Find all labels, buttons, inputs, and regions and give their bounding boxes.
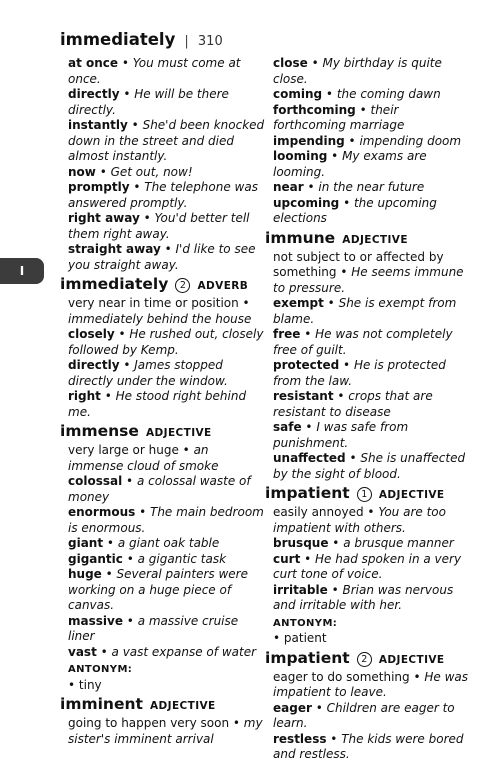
entry-headword: immune — [265, 228, 336, 247]
synonym-item: impending • impending doom — [273, 133, 462, 148]
synonym-example: The main bedroom is enormous. — [68, 505, 264, 535]
synonym-word: promptly — [68, 180, 130, 194]
dictionary-entry — [60, 421, 265, 693]
header-headword: immediately — [60, 30, 176, 49]
synonym-example: James stopped directly under the window. — [68, 358, 228, 388]
synonym-word: massive — [68, 613, 123, 628]
synonym-word: irritable — [273, 582, 328, 597]
synonym-word: directly — [68, 87, 120, 101]
synonym-word: enormous — [68, 505, 136, 519]
sense-number: 2 — [175, 278, 190, 293]
synonym-example: Get out, now! — [110, 164, 193, 179]
synonym-word: right away — [68, 211, 140, 225]
synonym-item: unaffected • She is unaffected by the sight of blood. — [273, 451, 466, 481]
entry-headword: impatient — [265, 648, 350, 667]
synonym-item: looming • My exams are looming. — [273, 149, 427, 179]
definition-text: not subject to or affected by something — [273, 249, 444, 279]
synonym-item: upcoming • the upcoming elections — [273, 195, 437, 225]
definition-example: He seems immune to pressure. — [273, 265, 464, 295]
synonym-example: Children are eager to learn. — [273, 700, 455, 730]
synonym-item: free • He was not completely free of guilt. — [273, 327, 453, 357]
synonym-example: a giant oak table — [117, 536, 220, 550]
synonym-word: upcoming — [273, 195, 340, 210]
entry-body — [60, 443, 265, 693]
part-of-speech: ADJECTIVE — [150, 700, 216, 712]
synonym-example: He stood right behind me. — [68, 389, 247, 419]
entry-body — [265, 505, 475, 647]
synonym-item: closely • He rushed out, closely followed by Kemp. — [68, 327, 264, 357]
synonym-item: restless • The kids were bored and restless. — [273, 731, 464, 761]
dictionary-entry — [60, 274, 265, 420]
synonym-word: curt — [273, 551, 301, 566]
synonym-example: You'd better tell them right away. — [68, 211, 250, 241]
synonym-word: impending — [273, 133, 345, 148]
entry-definition: easily annoyed • You are too impatient with others. — [273, 505, 446, 535]
synonym-item: gigantic • a gigantic task — [68, 551, 227, 566]
synonym-word: unaffected — [273, 451, 346, 465]
definition-example: He was impatient to leave. — [273, 669, 469, 699]
synonym-word: straight away — [68, 242, 161, 256]
synonym-example: impending doom — [359, 133, 462, 148]
dictionary-entry — [60, 694, 265, 747]
synonym-word: vast — [68, 644, 97, 659]
entry-headword-line — [60, 274, 265, 296]
entry-body — [60, 56, 265, 273]
synonym-example: a colossal waste of money — [68, 474, 251, 504]
entry-definition: very near in time or position • immediately behind the house — [68, 296, 252, 326]
synonym-word: giant — [68, 536, 104, 550]
synonym-example: I'd like to see you straight away. — [68, 242, 256, 272]
sense-number: 1 — [357, 487, 372, 502]
synonym-item: brusque • a brusque manner — [273, 536, 454, 550]
synonym-example: Brian was nervous and irritable with her. — [273, 582, 454, 612]
entry-body — [265, 250, 475, 483]
entry-definition: eager to do something • He was impatient to leave. — [273, 669, 469, 699]
synonym-word: protected — [273, 358, 340, 372]
definition-text: eager to do something — [273, 669, 410, 684]
synonym-example: a massive cruise liner — [68, 613, 239, 643]
synonym-item: protected • He is protected from the law. — [273, 358, 446, 388]
definition-text: going to happen very soon — [68, 716, 230, 730]
dictionary-entry — [265, 483, 475, 647]
page-number: 310 — [197, 34, 223, 49]
antonym-word: patient — [283, 631, 327, 645]
synonym-word: closely — [68, 327, 115, 341]
synonym-word: resistant — [273, 389, 334, 403]
dictionary-entry — [60, 56, 265, 273]
entry-headword-line — [60, 421, 265, 443]
synonym-example: a vast expanse of water — [111, 644, 257, 659]
synonym-word: free — [273, 327, 301, 341]
part-of-speech: ADVERB — [197, 280, 249, 292]
entry-headword: immediately — [60, 275, 169, 293]
entry-headword-line — [265, 648, 475, 670]
synonym-item: colossal • a colossal waste of money — [68, 474, 251, 504]
antonym-word: tiny — [78, 677, 102, 692]
entry-definition: very large or huge • an immense cloud of smoke — [68, 443, 219, 473]
synonym-item: instantly • She'd been knocked down in the street and died almost instantly. — [68, 118, 265, 163]
synonym-word: coming — [273, 87, 323, 101]
synonym-word: directly — [68, 358, 120, 372]
synonym-example: My birthday is quite close. — [273, 56, 442, 86]
antonym-item: • tiny — [68, 677, 102, 692]
synonym-example: their forthcoming marriage — [273, 102, 405, 132]
synonym-example: crops that are resistant to disease — [273, 389, 433, 419]
entry-body — [60, 716, 265, 747]
synonym-example: You must come at once. — [68, 56, 241, 86]
synonym-item: curt • He had spoken in a very curt tone of voice. — [273, 551, 462, 581]
part-of-speech: ADJECTIVE — [146, 427, 212, 439]
dictionary-entry — [265, 228, 475, 483]
synonym-item: massive • a massive cruise liner — [68, 613, 239, 643]
synonym-example: in the near future — [318, 180, 425, 194]
synonym-word: gigantic — [68, 551, 123, 566]
synonym-example: the upcoming elections — [273, 195, 437, 225]
definition-text: very large or huge — [68, 443, 179, 457]
entry-body — [265, 670, 475, 763]
synonym-example: He rushed out, closely followed by Kemp. — [68, 327, 264, 357]
entry-headword: imminent — [60, 695, 143, 713]
synonym-word: exempt — [273, 296, 324, 310]
antonym-label: ANTONYM: — [273, 617, 338, 629]
synonym-word: safe — [273, 420, 302, 434]
synonym-item: at once • You must come at once. — [68, 56, 241, 86]
synonym-example: He was not completely free of guilt. — [273, 327, 453, 357]
page-header — [60, 30, 223, 49]
synonym-word: restless — [273, 731, 327, 746]
synonym-example: She is exempt from blame. — [273, 296, 457, 326]
synonym-item: vast • a vast expanse of water — [68, 644, 257, 659]
part-of-speech: ADJECTIVE — [378, 653, 445, 666]
synonym-item: huge • Several painters were working on a huge piece of canvas. — [68, 567, 248, 612]
thumb-index-letter: I — [19, 264, 25, 278]
synonym-example: I was safe from punishment. — [273, 420, 409, 450]
right-column — [265, 56, 475, 764]
definition-example: immediately behind the house — [68, 311, 252, 326]
synonym-word: colossal — [68, 474, 123, 488]
synonym-item: safe • I was safe from punishment. — [273, 420, 409, 450]
synonym-item: near • in the near future — [273, 180, 425, 194]
synonym-word: brusque — [273, 536, 329, 550]
definition-text: very near in time or position — [68, 296, 239, 310]
synonym-word: forthcoming — [273, 102, 356, 117]
synonym-word: now — [68, 164, 96, 179]
synonym-item: enormous • The main bedroom is enormous. — [68, 505, 264, 535]
entry-body — [265, 56, 475, 227]
synonym-item: exempt • She is exempt from blame. — [273, 296, 457, 326]
definition-text: easily annoyed — [273, 505, 364, 519]
synonym-item: forthcoming • their forthcoming marriage — [273, 102, 405, 132]
definition-example: my sister's imminent arrival — [68, 716, 263, 746]
synonym-item: giant • a giant oak table — [68, 536, 220, 550]
antonym-item: • patient — [273, 631, 327, 645]
entry-headword: immense — [60, 422, 139, 440]
synonym-word: at once — [68, 56, 119, 70]
synonym-example: Several painters were working on a huge piece of canvas. — [68, 567, 248, 612]
synonym-item: now • Get out, now! — [68, 164, 193, 179]
synonym-example: He had spoken in a very curt tone of voice. — [273, 551, 462, 581]
synonym-example: The kids were bored and restless. — [273, 731, 464, 761]
dictionary-entry — [265, 648, 475, 763]
entry-headword-line — [265, 483, 475, 505]
definition-example: You are too impatient with others. — [273, 505, 446, 535]
synonym-item: right away • You'd better tell them right away. — [68, 211, 250, 241]
synonym-example: the coming dawn — [336, 87, 441, 101]
synonym-word: huge — [68, 567, 102, 581]
dictionary-entry — [265, 56, 475, 227]
thumb-index-tab — [0, 258, 44, 284]
synonym-example: She is unaffected by the sight of blood. — [273, 451, 466, 481]
synonym-word: near — [273, 180, 304, 194]
entry-headword-line — [60, 694, 265, 716]
sense-number: 2 — [357, 652, 372, 667]
synonym-example: a gigantic task — [137, 551, 227, 566]
synonym-word: right — [68, 389, 101, 403]
definition-example: an immense cloud of smoke — [68, 443, 219, 473]
synonym-item: resistant • crops that are resistant to disease — [273, 389, 433, 419]
synonym-word: instantly — [68, 118, 128, 132]
synonym-item: promptly • The telephone was answered promptly. — [68, 180, 258, 210]
header-separator: | — [184, 34, 189, 49]
synonym-item: right • He stood right behind me. — [68, 389, 247, 419]
antonym-label: ANTONYM: — [68, 664, 133, 675]
synonym-item: irritable • Brian was nervous and irritable with her. — [273, 582, 454, 612]
synonym-word: close — [273, 56, 308, 70]
entry-definition: going to happen very soon • my sister's imminent arrival — [68, 716, 263, 746]
synonym-item: straight away • I'd like to see you straight away. — [68, 242, 256, 272]
entry-body — [60, 296, 265, 420]
synonym-word: looming — [273, 149, 328, 163]
part-of-speech: ADJECTIVE — [378, 489, 445, 501]
entry-headword-line — [265, 228, 475, 250]
entry-definition: not subject to or affected by something • He seems immune to pressure. — [273, 249, 464, 295]
synonym-example: He is protected from the law. — [273, 358, 446, 388]
synonym-item: coming • the coming dawn — [273, 87, 441, 101]
synonym-item: eager • Children are eager to learn. — [273, 700, 455, 730]
synonym-word: eager — [273, 700, 312, 715]
synonym-example: My exams are looming. — [273, 149, 427, 179]
entry-headword: impatient — [265, 484, 350, 502]
synonym-item: close • My birthday is quite close. — [273, 56, 442, 86]
synonym-example: He will be there directly. — [68, 87, 229, 117]
synonym-example: The telephone was answered promptly. — [68, 180, 258, 210]
left-column — [60, 56, 265, 748]
synonym-example: She'd been knocked down in the street and died almost instantly. — [68, 118, 265, 163]
part-of-speech: ADJECTIVE — [342, 233, 408, 246]
synonym-item: directly • James stopped directly under the window. — [68, 358, 228, 388]
synonym-example: a brusque manner — [343, 536, 454, 550]
synonym-item: directly • He will be there directly. — [68, 87, 229, 117]
